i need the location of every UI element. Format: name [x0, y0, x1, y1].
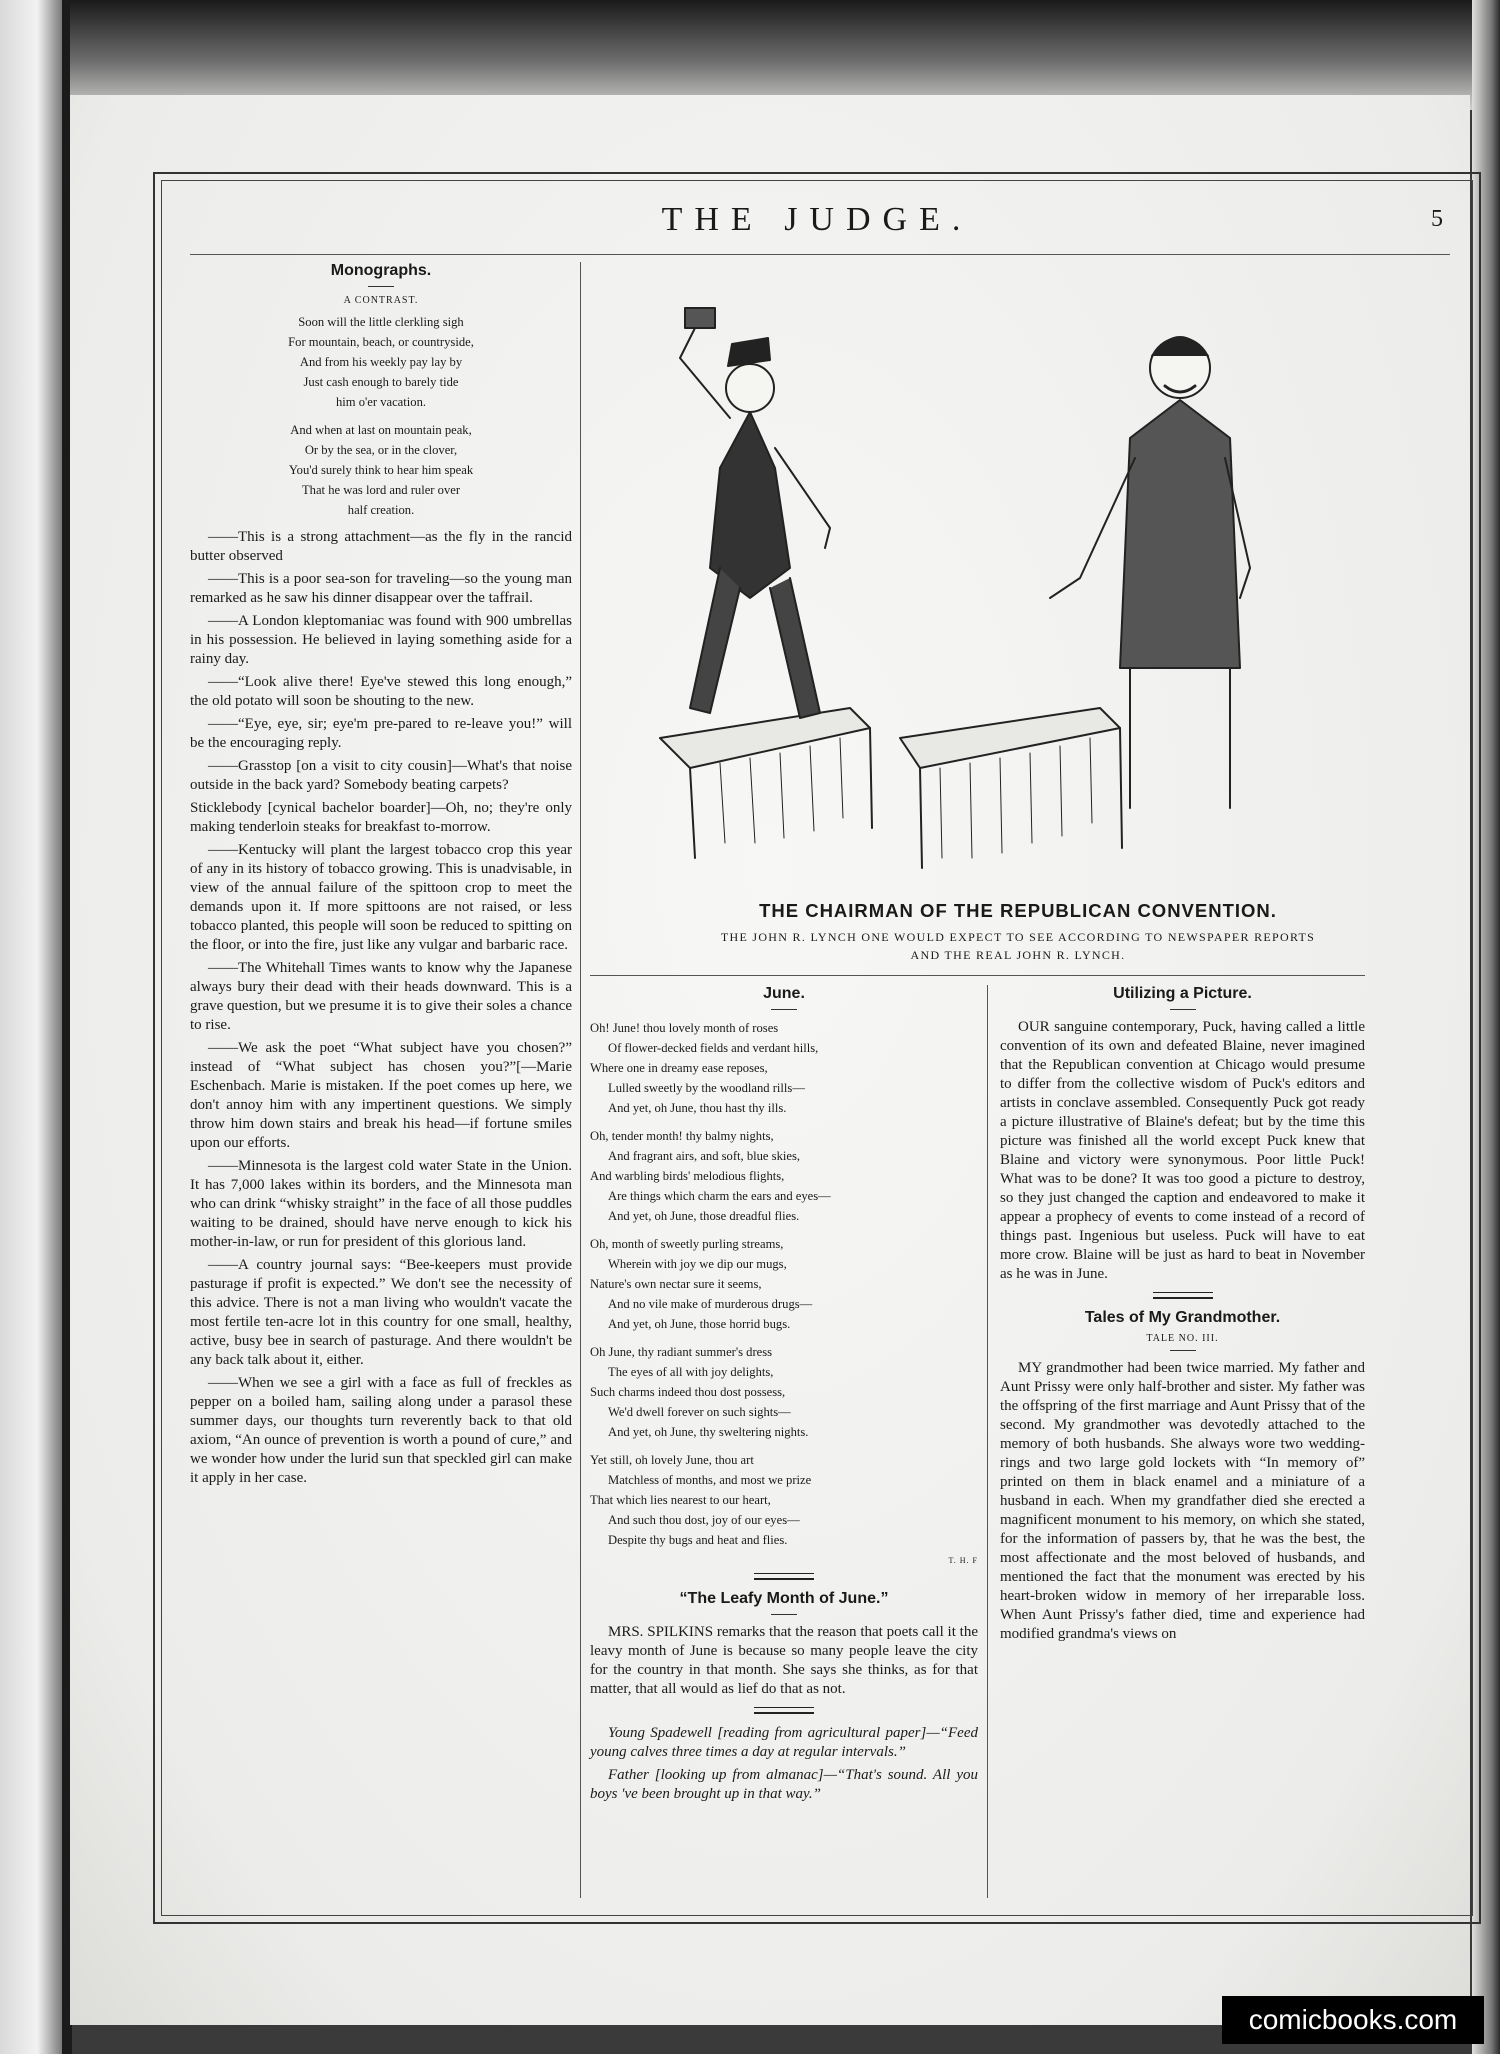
- leafy-month-heading: “The Leafy Month of June.”: [679, 1590, 889, 1607]
- poem-line: Just cash enough to barely tide: [303, 375, 459, 389]
- left-column-divider: [580, 262, 581, 1898]
- father-text: Father [looking up from almanac]—“That's sound. All you boys 've been brought up in that way.”: [590, 1767, 978, 1802]
- masthead: [161, 196, 1473, 246]
- poem-line: And no vile make of murderous drugs—: [608, 1297, 813, 1311]
- paragraph: ——“Look alive there! Eye've stewed this long enough,” the old potato will soon be shouting to the new.: [190, 674, 572, 709]
- poem-line: And from his weekly pay lay by: [299, 355, 463, 369]
- poem-line: And fragrant airs, and soft, blue skies,: [608, 1149, 801, 1163]
- poem-line: And such thou dost, joy of our eyes—: [608, 1513, 800, 1527]
- paragraph: ——When we see a girl with a face as full of freckles as pepper on a boiled ham, sailing along under a parasol these summer days, our thoughts turn reverently back to that old axiom, “An ounce of prevention is worth a pound of cure,” and we wonder how under the lurid sun that speckled girl can make it apply in her case.: [190, 1375, 572, 1486]
- paragraph: ——This is a strong attachment—as the fly in the rancid butter observed: [190, 529, 572, 564]
- tales-heading: Tales of My Grandmother.: [1084, 1309, 1281, 1326]
- cartoon-title: THE CHAIRMAN OF THE REPUBLICAN CONVENTION.: [759, 900, 1277, 921]
- poem-line: Where one in dreamy ease reposes,: [590, 1061, 768, 1075]
- poem-line: Are things which charm the ears and eyes—: [608, 1189, 831, 1203]
- poem-line: him o'er vacation.: [335, 395, 427, 409]
- poem-line: That he was lord and ruler over: [301, 483, 461, 497]
- poem-line: We'd dwell forever on such sights—: [608, 1405, 791, 1419]
- poem-line: Oh, tender month! thy balmy nights,: [590, 1129, 774, 1143]
- june-poem: [590, 1018, 978, 1550]
- contrast-poem: [190, 312, 572, 520]
- poem-line: Wherein with joy we dip our mugs,: [608, 1257, 787, 1271]
- poem-line: You'd surely think to hear him speak: [288, 463, 474, 477]
- paragraph: Sticklebody [cynical bachelor boarder]—Oh, no; they're only making tenderloin steaks for breakfast to-morrow.: [190, 800, 572, 835]
- june-heading: June.: [763, 985, 805, 1002]
- poem-line: The eyes of all with joy delights,: [608, 1365, 774, 1379]
- leafy-month-text: MRS. SPILKINS remarks that the reason that poets call it the leavy month of June is because so many people leave the city for the country in that month. She says she thinks, as for that matter, that all would as lief do that as not.: [590, 1624, 978, 1697]
- poem-line: Or by the sea, or in the clover,: [304, 443, 458, 457]
- poem-signature: T. H. F: [948, 1556, 978, 1565]
- heading-rule: [1170, 1009, 1196, 1010]
- poem-line: Lulled sweetly by the woodland rills—: [608, 1081, 805, 1095]
- section-divider: [754, 1573, 814, 1580]
- tales-text: MY grandmother had been twice married. My father and Aunt Prissy were only half-brother and sister. My father was the offspring of the first marriage and Aunt Prissy that of the second. My grandmother was devotedly attached to the memory of both husbands. She always wore two wedding-rings and two large gold lockets with “In memory of” printed on them in black enamel and a miniature of a husband in each. When my grandfather died she erected a magnificent monument to his memory, on which she stated, for the information of passers by, that he was the best, the most affectionate and the most beloved of husbands, and mentioned the fact that the monument was erected by his heart-broken widow in memory of her irreparable loss. When Aunt Prissy's father died, time and experience had modified grandma's views on: [1000, 1360, 1365, 1642]
- cartoon-drawing: [600, 268, 1450, 888]
- spadewell-text: Young Spadewell [reading from agricultural paper]—“Feed young calves three times a day at regular intervals.”: [590, 1725, 978, 1760]
- poem-line: And yet, oh June, thy sweltering nights.: [608, 1425, 809, 1439]
- poem-line: Oh! June! thou lovely month of roses: [590, 1021, 779, 1035]
- poem-line: Soon will the little clerkling sigh: [298, 315, 464, 329]
- heading-rule: [368, 286, 394, 287]
- left-column: [190, 262, 572, 1492]
- poem-line: And warbling birds' melodious flights,: [590, 1169, 785, 1183]
- monographs-heading: Monographs.: [330, 262, 432, 279]
- page-number: 5: [1431, 206, 1443, 232]
- paragraph: ——We ask the poet “What subject have you chosen?” instead of “What subject has chosen you?”[—Marie Eschenbach. Marie is mistaken. If the poet comes up here, we don't annoy him with any impertinent questions. We simply throw him down stairs and break his head—if fortune smiles upon our efforts.: [190, 1040, 572, 1151]
- site-watermark: comicbooks.com: [1222, 1996, 1484, 2044]
- poem-line: Matchless of months, and most we prize: [608, 1473, 812, 1487]
- heading-rule: [771, 1009, 797, 1010]
- poem-line: For mountain, beach, or countryside,: [288, 335, 474, 349]
- paragraph: ——The Whitehall Times wants to know why the Japanese always bury their dead with their heads downward. This is a grave question, but we presume it is to give their soles a chance to rise.: [190, 960, 572, 1033]
- heading-rule: [1170, 1350, 1196, 1351]
- poem-stanza: [190, 312, 572, 412]
- middle-column-divider: [987, 985, 988, 1898]
- paragraph: ——This is a poor sea-son for traveling—so the young man remarked as he saw his dinner disappear over the taffrail.: [190, 571, 572, 606]
- utilizing-picture-heading: Utilizing a Picture.: [1113, 985, 1252, 1002]
- heading-rule: [771, 1614, 797, 1615]
- poem-line: Nature's own nectar sure it seems,: [590, 1277, 762, 1291]
- middle-column: [590, 985, 978, 1808]
- adjacent-page-edge: [0, 0, 62, 2054]
- paragraph: ——Grasstop [on a visit to city cousin]—What's that noise outside in the back yard? Somebody beating carpets?: [190, 758, 572, 793]
- poem-line: Despite thy bugs and heat and flies.: [608, 1533, 788, 1547]
- poem-line: That which lies nearest to our heart,: [590, 1493, 771, 1507]
- poem-line: Oh June, thy radiant summer's dress: [590, 1345, 773, 1359]
- poem-line: And yet, oh June, those dreadful flies.: [608, 1209, 800, 1223]
- right-column: [1000, 985, 1365, 1648]
- poem-stanza: [590, 1342, 978, 1442]
- tale-number: TALE NO. III.: [1146, 1333, 1219, 1344]
- poem-line: And yet, oh June, thou hast thy ills.: [608, 1101, 787, 1115]
- poem-stanza: [590, 1018, 978, 1118]
- masthead-title: THE JUDGE.: [661, 201, 973, 238]
- section-divider: [754, 1707, 814, 1714]
- poem-line: Yet still, oh lovely June, thou art: [590, 1453, 754, 1467]
- paragraph: ——Minnesota is the largest cold water State in the Union. It has 7,000 lakes within its borders, and the Minnesota man who can drink “whisky straight” in the face of all those puddles waiting to be drained, should have nerve enough to kick his mother-in-law, or run for president of this glorious land.: [190, 1158, 572, 1250]
- cartoon-subtitle-line1: THE JOHN R. LYNCH ONE WOULD EXPECT TO SEE ACCORDING TO NEWSPAPER REPORTS: [720, 930, 1316, 944]
- utilizing-picture-text: OUR sanguine contemporary, Puck, having called a little convention of its own and defeated Blaine, never imagined that the Republican convention at Chicago would presume to differ from the collective wisdom of Puck's editors and artists in conclave assembled. Consequently Puck got ready a picture illustrative of Blaine's defeat; but by the time this picture was finished all the world except Puck knew that Blaine and victory were synonymous. Poor little Puck! What was to be done? It was too good a picture to destroy, so they just changed the caption and endeavored to make it appear a prophecy of events to come instead of a record of things past. Ingenious but useless. Puck will have to eat more crow. Blaine will be just as hard to beat in November as he was in June.: [1000, 1019, 1365, 1282]
- cartoon-illustration: [600, 268, 1450, 888]
- cartoon-caption: [586, 900, 1450, 964]
- poem-stanza: [590, 1126, 978, 1226]
- caption-rule: [590, 975, 1365, 976]
- masthead-rule: [190, 254, 1450, 255]
- poem-line: And when at last on mountain peak,: [290, 423, 472, 437]
- poem-line: Of flower-decked fields and verdant hills,: [608, 1041, 819, 1055]
- poem-line: Oh, month of sweetly purling streams,: [590, 1237, 784, 1251]
- poem-title: A CONTRAST.: [343, 295, 419, 306]
- poem-stanza: [590, 1234, 978, 1334]
- poem-line: half creation.: [347, 503, 415, 517]
- poem-stanza: [190, 420, 572, 520]
- scan-top-shadow: [70, 0, 1500, 110]
- paragraph: ——A country journal says: “Bee-keepers must provide pasturage if profit is expected.” We don't see the necessity of this advice. There is not a man living who wouldn't vacate the most fertile ten-acre lot in this country for one small, healthy, active, busy bee in search of pasturage. And there wouldn't be any back talk about it, either.: [190, 1257, 572, 1368]
- poem-line: And yet, oh June, those horrid bugs.: [608, 1317, 791, 1331]
- paragraph: ——A London kleptomaniac was found with 900 umbrellas in his possession. He believed in laying something aside for a rainy day.: [190, 613, 572, 667]
- paragraph: ——“Eye, eye, sir; eye'm pre-pared to re-leave you!” will be the encouraging reply.: [190, 716, 572, 751]
- cartoon-subtitle-line2: AND THE REAL JOHN R. LYNCH.: [910, 948, 1126, 962]
- section-divider: [1153, 1292, 1213, 1299]
- poem-stanza: [590, 1450, 978, 1550]
- paragraph: ——Kentucky will plant the largest tobacco crop this year of any in its history of tobacco growing. This is unadvisable, in view of the annual failure of the spittoon crop to meet the demands upon it. If more spittoons are not raised, or less tobacco planted, this people will soon be reduced to spitting on the floor, or into the fire, just like any vulgar and barbaric race.: [190, 842, 572, 953]
- poem-line: Such charms indeed thou dost possess,: [590, 1385, 786, 1399]
